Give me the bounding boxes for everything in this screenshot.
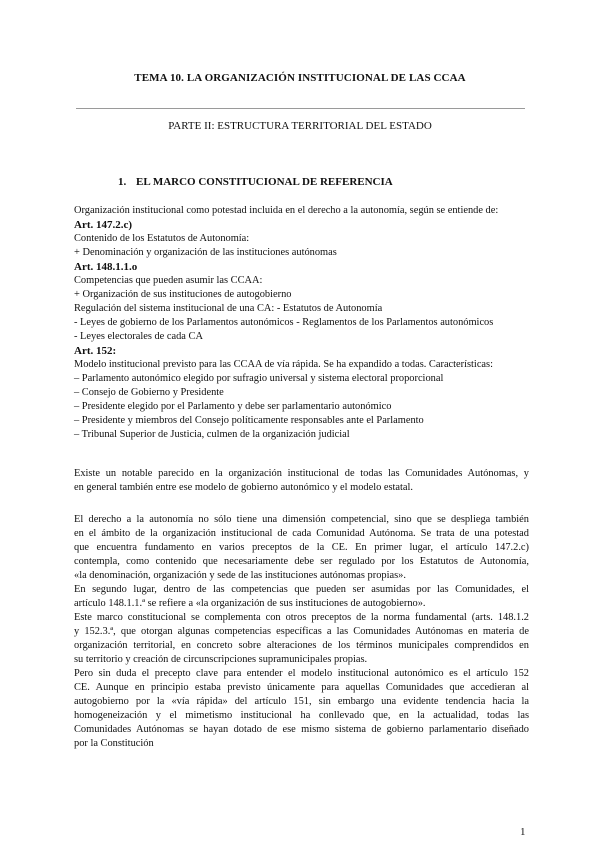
intro-line: Regulación del sistema institucional de una CA: - Estatutos de Autonomía: [74, 303, 383, 314]
paragraph-line: El derecho a la autonomía no sólo tiene una dimensión competencial, sino que se despliega también: [74, 514, 529, 525]
characteristic-item: – Consejo de Gobierno y Presidente: [74, 387, 224, 398]
paragraph-line: su territorio y creación de circunscripciones supramunicipales propias.: [74, 654, 368, 665]
article-ref: Art. 152:: [74, 345, 117, 357]
page-number: 1: [520, 826, 526, 838]
characteristic-item: – Parlamento autonómico elegido por sufragio universal y sistema electoral proporcional: [74, 373, 444, 384]
paragraph-line: CE. Aunque en principio estaba previsto únicamente para aquellas Comunidades que accedieran al: [74, 682, 529, 693]
document-title: TEMA 10. LA ORGANIZACIÓN INSTITUCIONAL DE LAS CCAA: [134, 72, 466, 84]
paragraph-line: artículo 148.1.1.ª se refiere a «la organización de sus instituciones de autogobierno».: [74, 598, 426, 609]
intro-line: + Organización de sus instituciones de autogobierno: [74, 289, 292, 300]
intro-line: - Leyes electorales de cada CA: [74, 331, 203, 342]
paragraph-line: Comunidades Autónomas se hayan dotado de ese mismo sistema de gobierno parlamentario diseñado: [74, 724, 529, 735]
paragraph-line: y 152.3.ª, que otorgan algunas competencias específicas a las Comunidades Autónomas en materia de: [74, 626, 529, 637]
paragraph-autonomy: [74, 513, 529, 751]
paragraph-line: Este marco constitucional se complementa con otros preceptos de la norma fundamental (arts. 148.1.2: [74, 612, 529, 623]
section-title: EL MARCO CONSTITUCIONAL DE REFERENCIA: [136, 176, 393, 188]
intro-line: Modelo institucional previsto para las CCAA de vía rápida. Se ha expandido a todas. Características:: [74, 359, 493, 370]
paragraph-line: en general también entre ese modelo de gobierno autonómico y el modelo estatal.: [74, 482, 414, 493]
paragraph-line: contempla, como contenido que necesariamente debe ser regulado por los Estatutos de Autonomía,: [74, 556, 529, 567]
article-ref: Art. 147.2.c): [74, 219, 133, 231]
characteristic-item: – Tribunal Superior de Justicia, culmen de la organización judicial: [74, 429, 350, 440]
part-subtitle: PARTE II: ESTRUCTURA TERRITORIAL DEL ESTADO: [168, 120, 432, 132]
intro-block: [74, 204, 529, 442]
section-number: 1.: [118, 176, 127, 188]
paragraph-line: autogobierno por la «vía rápida» del artículo 151, sin embargo una evidente tendencia hacia la: [74, 696, 529, 707]
intro-line: - Leyes de gobierno de los Parlamentos autonómicos - Reglamentos de los Parlamentos autonómicos: [74, 317, 494, 328]
header-divider: [76, 108, 525, 109]
paragraph-line: por la Constitución: [74, 738, 154, 749]
intro-line: Competencias que pueden asumir las CCAA:: [74, 275, 263, 286]
paragraph-line: en el ámbito de la organización institucional de cada Comunidad Autónoma. Se trata de una potestad: [74, 528, 529, 539]
intro-line: Contenido de los Estatutos de Autonomía:: [74, 233, 250, 244]
paragraph-line: En segundo lugar, dentro de las competencias que pueden ser asumidas por las Comunidades, el: [74, 584, 529, 595]
article-ref: Art. 148.1.1.o: [74, 261, 138, 273]
paragraph-line: Pero sin duda el precepto clave para entender el modelo institucional autonómico es el artículo 152: [74, 668, 529, 679]
section-heading: [118, 176, 393, 188]
intro-line: + Denominación y organización de las instituciones autónomas: [74, 247, 337, 258]
intro-line: Organización institucional como potestad incluida en el derecho a la autonomía, según se entiende de:: [74, 205, 499, 216]
paragraph-line: organización territorial, en concreto sobre alteraciones de los términos municipales comprendidos en: [74, 640, 529, 651]
paragraph-line: «la denominación, organización y sede de las instituciones autónomas propias».: [74, 570, 406, 581]
paragraph-line: Existe un notable parecido en la organización institucional de todas las Comunidades Autónomas, y: [74, 468, 529, 479]
paragraph-line: homogeneización y el mimetismo institucional ha conllevado que, en la actualidad, todas las: [74, 710, 529, 721]
paragraph-line: que encuentra fundamento en varios preceptos de la CE. En primer lugar, el artículo 147.2.c): [74, 542, 529, 553]
characteristic-item: – Presidente elegido por el Parlamento y debe ser parlamentario autonómico: [74, 401, 392, 412]
characteristic-item: – Presidente y miembros del Consejo políticamente responsables ante el Parlamento: [74, 415, 424, 426]
paragraph-similarity: [74, 467, 529, 495]
